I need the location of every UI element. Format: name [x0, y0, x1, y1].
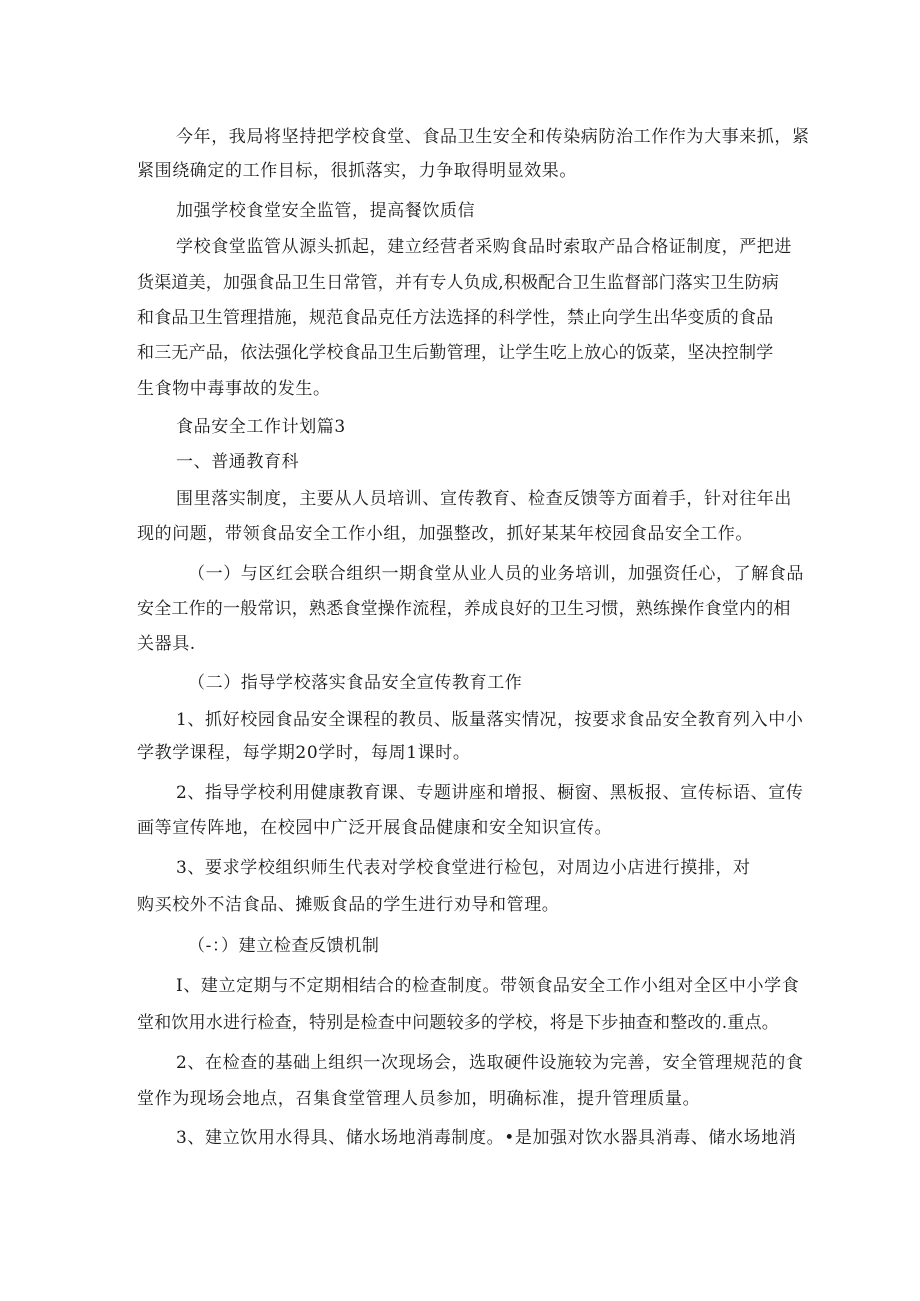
paragraph-line: 今年，我局将坚持把学校食堂、食品卫生安全和传染病防治工作作为大事来抓，紧 — [176, 127, 810, 147]
paragraph-line: （一）与区红会联合组织一期食堂从业人员的业务培训，加强资任心，了解食品 — [188, 564, 804, 584]
paragraph-line: 和三无产品，依法强化学校食品卫生后勤管理，让学生吃上放心的饭菜，坚决控制学 — [137, 343, 774, 363]
paragraph-line: 学校食堂监管从源头抓起，建立经营者采购食品时索取产品合格证制度，严把进 — [176, 237, 792, 257]
list-item-line: 2、指导学校利用健康教育课、专题讲座和增报、橱窗、黑板报、宣传标语、宣传 — [176, 783, 804, 803]
paragraph-line: 紧围绕确定的工作目标，很抓落实，力争取得明显效果。 — [137, 161, 577, 181]
list-item-line: 3、要求学校组织师生代表对学校食堂进行检包，对周边小店进行摸排，对 — [176, 858, 751, 878]
section-heading: 食品安全工作计划篇3 — [176, 417, 346, 437]
paragraph-line: 和食品卫生管理措施，规范食品克任方法选择的科学性，禁止向学生出华变质的食品 — [137, 308, 774, 328]
paragraph-line: 生食物中毒事故的发生。 — [137, 379, 331, 399]
list-item-line: 3、建立饮用水得具、储水场地消毒制度。•是加强对饮水器具消毒、储水场地消 — [176, 1128, 797, 1148]
section-heading: 加强学校食堂安全监管，提高餐饮质信 — [176, 201, 476, 221]
list-item-line: 学教学课程，每学期20学时，每周1课时。 — [137, 743, 471, 763]
paragraph-line: 货渠道美，加强食品卫生日常管，并有专人负成,积极配合卫生监督部门落实卫生防病 — [137, 273, 780, 293]
list-item-line: 2、在检查的基础上组织一次现场会，选取硬件设施较为完善，安全管理规范的食 — [176, 1053, 804, 1073]
paragraph-line: 围里落实制度，主要从人员培训、宣传教育、检查反馈等方面着手，针对往年出 — [176, 489, 792, 509]
paragraph-line: 关器具. — [137, 634, 196, 654]
list-item-line: 购买校外不洁食品、摊贩食品的学生进行劝导和管理。 — [137, 895, 560, 915]
paragraph-line: 现的问题，带领食品安全工作小组，加强整改，抓好某某年校园食品安全工作。 — [137, 524, 753, 544]
section-heading: （二）指导学校落实食品安全宣传教育工作 — [188, 673, 523, 693]
list-item-line: 1、抓好校园食品安全课程的教员、版量落实情况，按要求食品安全教育列入中小 — [176, 710, 804, 730]
section-heading: （-：）建立检查反馈机制 — [188, 936, 380, 956]
list-item-line: 画等宣传阵地，在校园中广泛开展食品健康和安全知识宣传。 — [137, 818, 613, 838]
list-item-line: I、建立定期与不定期相结合的检查制度。带领食品安全工作小组对全区中小学食 — [176, 976, 800, 996]
list-item-line: 堂和饮用水进行检查，特别是检查中问题较多的学校，将是下步抽查和整改的.重点。 — [137, 1013, 780, 1033]
paragraph-line: 安全工作的一般常识，熟悉食堂操作流程，养成良好的卫生习惯，熟练操作食堂内的相 — [137, 599, 791, 619]
section-heading: 一、普通教育科 — [176, 452, 300, 472]
list-item-line: 堂作为现场会地点，召集食堂管理人员参加，明确标准，提升管理质量。 — [137, 1089, 701, 1109]
